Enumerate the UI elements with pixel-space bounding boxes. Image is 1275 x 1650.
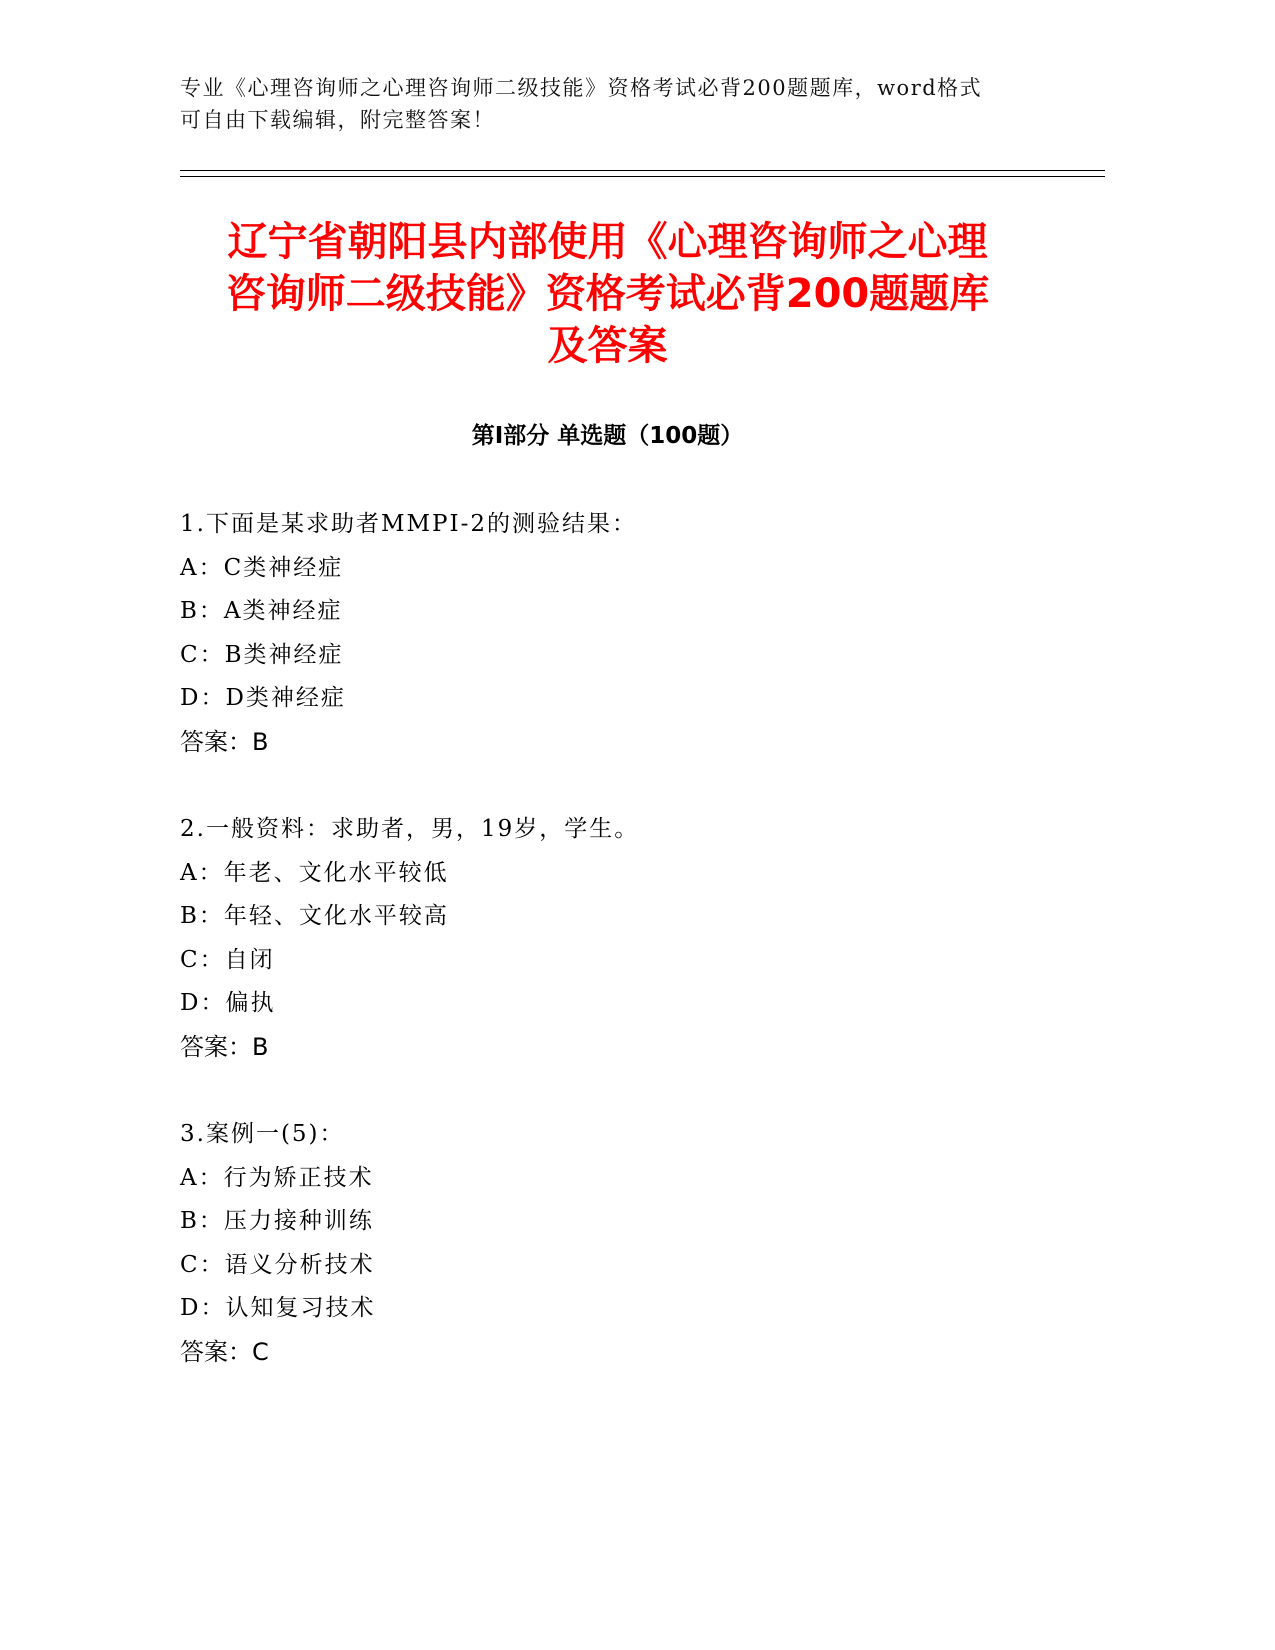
option-d: D：认知复习技术 bbox=[180, 1295, 376, 1321]
document-title bbox=[180, 216, 1035, 372]
answer-line: 答案：B bbox=[180, 727, 269, 756]
option-a: A：行为矫正技术 bbox=[180, 1164, 374, 1191]
question-stem: 3.案例一(5)： bbox=[180, 1121, 345, 1147]
answer-line: 答案：C bbox=[180, 1337, 269, 1366]
document-title-line-1: 辽宁省朝阳县内部使用《心理咨询师之心理 bbox=[227, 219, 988, 265]
option-a: A：年老、文化水平较低 bbox=[180, 859, 449, 886]
question-stem: 1.下面是某求助者MMPI-2的测验结果： bbox=[180, 511, 638, 537]
question-stem: 2.一般资料：求助者，男，19岁，学生。 bbox=[180, 816, 640, 842]
header-divider-top bbox=[180, 170, 1105, 171]
option-c: C：语义分析技术 bbox=[180, 1251, 375, 1278]
header-note-line-1: 专业《心理咨询师之心理咨询师二级技能》资格考试必背200题题库，word格式 bbox=[180, 76, 983, 100]
question-list bbox=[180, 503, 1080, 1418]
section-title: 第Ⅰ部分 单选题（100题） bbox=[471, 423, 744, 449]
header-divider-bottom bbox=[180, 176, 1105, 177]
document-title-line-2: 咨询师二级技能》资格考试必背200题题库 bbox=[225, 271, 990, 317]
question-item bbox=[180, 1113, 1080, 1418]
option-c: C：自闭 bbox=[180, 946, 275, 973]
answer-line: 答案：B bbox=[180, 1032, 269, 1061]
question-item bbox=[180, 808, 1080, 1113]
option-b: B：压力接种训练 bbox=[180, 1208, 374, 1234]
option-a: A：C类神经症 bbox=[180, 554, 344, 581]
question-item bbox=[180, 503, 1080, 808]
option-d: D：偏执 bbox=[180, 990, 276, 1016]
option-d: D：D类神经症 bbox=[180, 685, 346, 711]
document-title-line-3: 及答案 bbox=[547, 323, 668, 369]
header-note bbox=[180, 72, 1040, 136]
option-b: B：A类神经症 bbox=[180, 598, 343, 624]
option-c: C：B类神经症 bbox=[180, 641, 344, 668]
header-note-line-2: 可自由下载编辑，附完整答案！ bbox=[180, 108, 495, 132]
option-b: B：年轻、文化水平较高 bbox=[180, 903, 449, 929]
